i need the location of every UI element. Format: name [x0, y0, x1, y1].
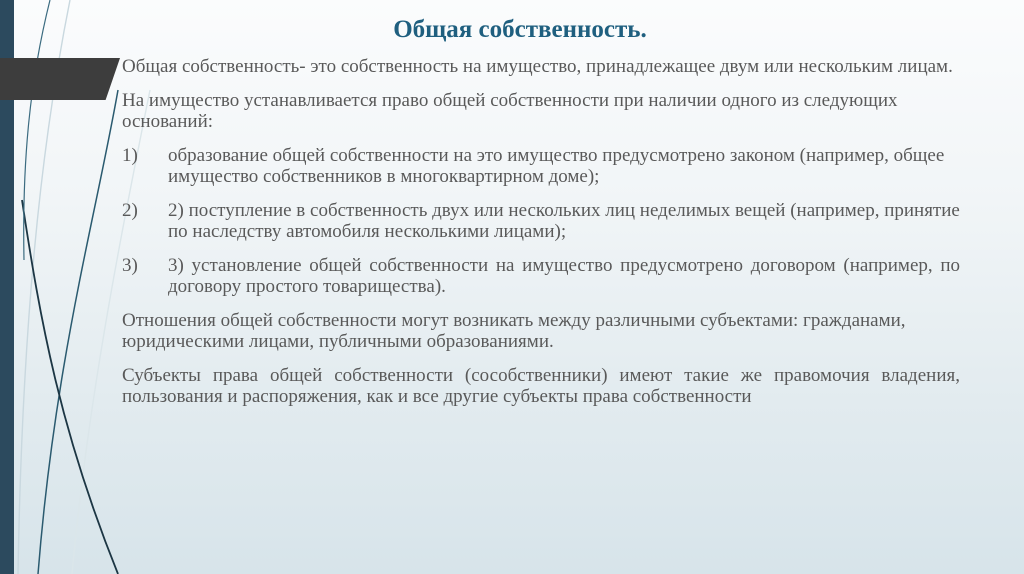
list-text-3: 3) установление общей собственности на имущество предусмотрено договором (например, по договору простого товарищества).	[168, 255, 960, 297]
list-number-3: 3)	[122, 255, 138, 276]
deco-curve-teal	[38, 90, 118, 574]
definition-paragraph: Общая собственность- это собственность на имущество, принадлежащее двум или нескольким лицам.	[122, 56, 953, 77]
arrow-tab-decoration	[0, 58, 120, 100]
relations-paragraph: Отношения общей собственности могут возникать между различными субъектами: гражданами, юридическими лицами, публичными образованиями.	[122, 310, 906, 352]
grounds-intro-paragraph: На имущество устанавливается право общей собственности при наличии одного из следующих оснований:	[122, 90, 898, 132]
list-text-2: 2) поступление в собственность двух или нескольких лиц неделимых вещей (например, принятие по наследству автомобиля несколькими лицами);	[168, 200, 960, 242]
deco-curve-dark	[22, 200, 118, 574]
slide-title: Общая собственность.	[393, 16, 647, 43]
list-item-2	[122, 200, 960, 242]
list-text-1: образование общей собственности на это имущество предусмотрено законом (например, общее имущество собственников в многоквартирном доме);	[168, 145, 945, 187]
list-number-2: 2)	[122, 200, 138, 221]
slide-content	[122, 56, 960, 420]
list-item-3	[122, 255, 960, 297]
list-item-1	[122, 145, 960, 187]
subjects-paragraph: Субъекты права общей собственности (сособственники) имеют такие же правомочия владения, пользования и распоряжения, как и все другие субъекты права собственности	[122, 365, 960, 407]
list-number-1: 1)	[122, 145, 138, 166]
